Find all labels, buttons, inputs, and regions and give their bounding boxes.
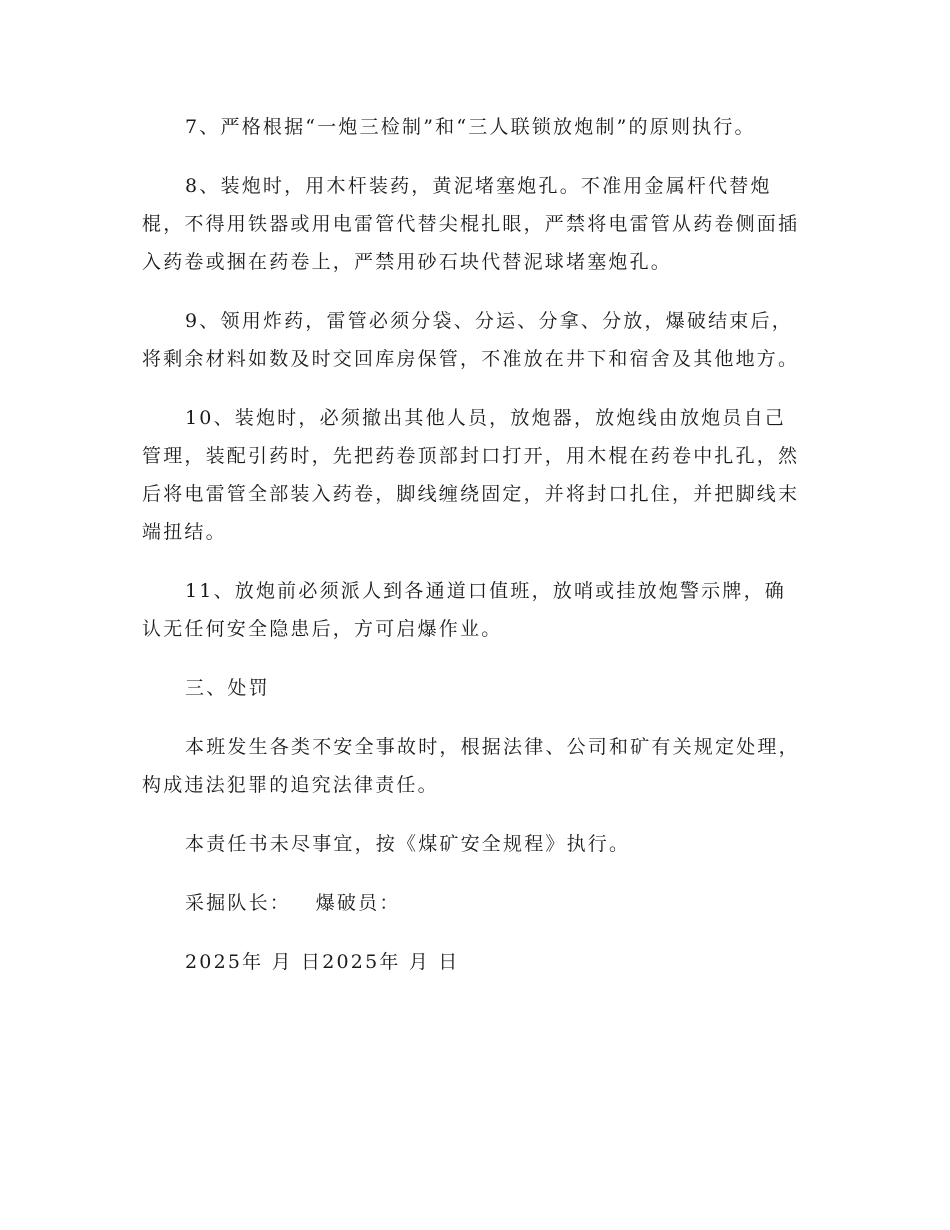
date-line: 2025年 月 日2025年 月 日	[185, 951, 460, 973]
rule-item-7: 7、严格根据“一炮三检制”和“三人联锁放炮制”的原则执行。	[185, 116, 756, 138]
penalty-text: 本班发生各类不安全事故时，根据法律、公司和矿有关规定处理，构成违法犯罪的追究法律责任。	[142, 736, 800, 796]
rule-item-8: 8、装炮时，用木杆装药，黄泥堵塞炮孔。不准用金属杆代替炮棍，不得用铁器或用电雷管代替尖棍扎眼，严禁将电雷管从药卷侧面插入药卷或捆在药卷上，严禁用砂石块代替泥球堵塞炮孔。	[142, 175, 800, 273]
section-heading-penalty: 三、处罚	[185, 677, 270, 699]
rule-item-9: 9、领用炸药，雷管必须分袋、分运、分拿、分放，爆破结束后，将剩余材料如数及时交回库房保管，不准放在井下和宿舍及其他地方。	[142, 310, 800, 370]
rule-item-10: 10、装炮时，必须撤出其他人员，放炮器，放炮线由放炮员自己管理，装配引药时，先把药卷顶部封口打开，用木棍在药卷中扎孔，然后将电雷管全部装入药卷，脚线缠绕固定，并将封口扎住，并把脚线末端扭结。	[142, 407, 800, 543]
signature-line: 采掘队长： 爆破员：	[185, 892, 401, 914]
closing-statement: 本责任书未尽事宜，按《煤矿安全规程》执行。	[185, 833, 631, 855]
rule-item-11: 11、放炮前必须派人到各通道口值班，放哨或挂放炮警示牌，确认无任何安全隐患后，方可启爆作业。	[142, 580, 786, 640]
document-page	[142, 108, 807, 1002]
